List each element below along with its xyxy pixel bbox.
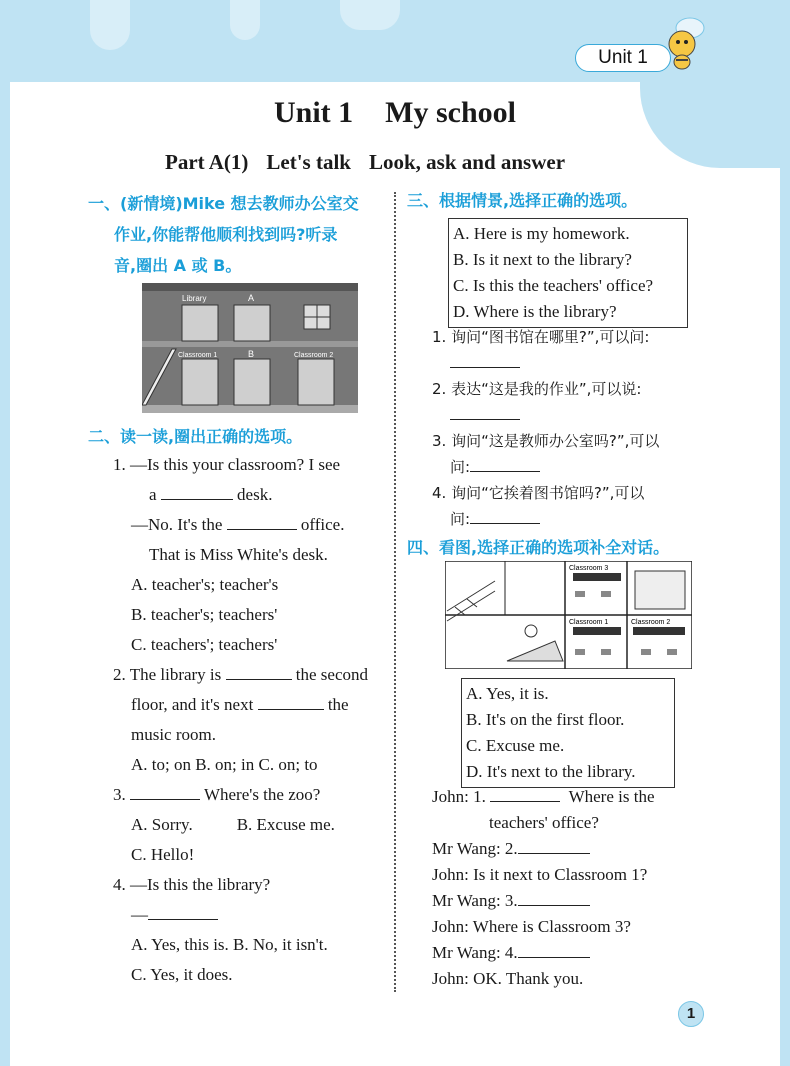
page-number: 1 bbox=[678, 1001, 704, 1027]
q1-option-a[interactable]: A. teacher's; teacher's bbox=[131, 575, 279, 594]
s3-q3-line2: 问: bbox=[432, 454, 659, 480]
section2-questions bbox=[113, 450, 368, 990]
q3-option-a[interactable]: A. Sorry. bbox=[131, 815, 193, 834]
header-decoration bbox=[340, 0, 400, 30]
dialogue-line7: John: OK. Thank you. bbox=[432, 969, 584, 988]
q1-line3: —No. It's the office. bbox=[113, 510, 368, 540]
blank[interactable] bbox=[470, 454, 540, 472]
page-subtitle bbox=[165, 150, 583, 175]
s3-q1: 1. 询问“图书馆在哪里?”,可以问: bbox=[432, 328, 650, 346]
q2-options[interactable]: A. to; on B. on; in C. on; to bbox=[131, 755, 318, 774]
s4-option-a: A. Yes, it is. bbox=[466, 684, 549, 703]
blank[interactable] bbox=[450, 350, 520, 368]
label-b: B bbox=[248, 349, 255, 359]
school-building-picture bbox=[142, 283, 358, 413]
q4-option-c[interactable]: C. Yes, it does. bbox=[131, 965, 233, 984]
blank[interactable] bbox=[148, 902, 218, 920]
school-floor-picture bbox=[445, 561, 692, 669]
section4-options-box bbox=[461, 678, 675, 788]
section2-heading: 二、读一读,圈出正确的选项。 bbox=[88, 427, 303, 446]
bee-mascot-icon bbox=[660, 14, 710, 70]
blank[interactable] bbox=[258, 692, 324, 710]
blank[interactable] bbox=[518, 836, 590, 854]
s3-q3-line1: 3. 询问“这是教师办公室吗?”,可以 bbox=[432, 432, 660, 450]
s3-option-d: D. Where is the library? bbox=[453, 302, 617, 321]
section1-heading bbox=[88, 188, 359, 281]
q1-line2: a desk. bbox=[113, 480, 368, 510]
q3-options-ab bbox=[113, 810, 368, 840]
label-a: A bbox=[248, 293, 255, 303]
q1-line4: That is Miss White's desk. bbox=[149, 545, 328, 564]
header-decoration bbox=[230, 0, 260, 40]
q3-line1: 3. Where's the zoo? bbox=[113, 780, 368, 810]
section1-line1: 一、(新情境)Mike 想去教师办公室交 bbox=[88, 194, 359, 213]
dialogue-line1-cont: teachers' office? bbox=[489, 813, 599, 832]
q2-line3: music room. bbox=[131, 725, 216, 744]
subtitle-part: Part A(1) bbox=[165, 150, 249, 174]
label-classroom2: Classroom 2 bbox=[294, 352, 334, 359]
q3-option-b[interactable]: B. Excuse me. bbox=[236, 815, 335, 834]
dialogue-line2: Mr Wang: 2. bbox=[432, 836, 655, 862]
blank[interactable] bbox=[470, 506, 540, 524]
title-name: My school bbox=[385, 96, 516, 129]
blank[interactable] bbox=[226, 662, 292, 680]
s3-q4-line1: 4. 询问“它挨着图书馆吗?”,可以 bbox=[432, 484, 645, 502]
unit-tab: Unit 1 bbox=[575, 44, 671, 72]
s3-option-b: B. Is it next to the library? bbox=[453, 250, 632, 269]
s3-q2: 2. 表达“这是我的作业”,可以说: bbox=[432, 380, 642, 398]
section4-heading: 四、看图,选择正确的选项补全对话。 bbox=[407, 538, 670, 557]
column-divider bbox=[394, 192, 396, 992]
q4-line1: 4. —Is this the library? bbox=[113, 875, 271, 894]
label-classroom1: Classroom 1 bbox=[569, 619, 609, 626]
s4-option-d: D. It's next to the library. bbox=[466, 762, 636, 781]
subtitle-talk: Let's talk bbox=[266, 150, 351, 174]
blank[interactable] bbox=[490, 784, 560, 802]
page-title bbox=[0, 96, 790, 130]
dialogue-line3: John: Is it next to Classroom 1? bbox=[432, 865, 648, 884]
q1-line1: 1. —Is this your classroom? I see bbox=[113, 455, 341, 474]
s4-option-c: C. Excuse me. bbox=[466, 736, 565, 755]
q2-line2: floor, and it's next the bbox=[113, 690, 368, 720]
blank[interactable] bbox=[518, 940, 590, 958]
s3-q4-line2: 问: bbox=[432, 506, 659, 532]
q1-option-c[interactable]: C. teachers'; teachers' bbox=[131, 635, 278, 654]
s4-option-b: B. It's on the first floor. bbox=[466, 710, 625, 729]
q4-line2: — bbox=[113, 900, 368, 930]
section4-dialogue bbox=[432, 784, 655, 992]
blank[interactable] bbox=[450, 402, 520, 420]
dialogue-line6: Mr Wang: 4. bbox=[432, 940, 655, 966]
section3-questions bbox=[432, 324, 659, 532]
blank[interactable] bbox=[518, 888, 590, 906]
label-classroom2: Classroom 2 bbox=[631, 619, 671, 626]
section3-heading: 三、根据情景,选择正确的选项。 bbox=[407, 191, 638, 210]
blank[interactable] bbox=[227, 512, 297, 530]
s3-option-c: C. Is this the teachers' office? bbox=[453, 276, 654, 295]
section1-line2: 作业,你能帮他顺利找到吗?听录 bbox=[114, 225, 338, 244]
dialogue-line1: John: 1. Where is the bbox=[432, 784, 655, 810]
dialogue-line5: John: Where is Classroom 3? bbox=[432, 917, 631, 936]
title-unit: Unit 1 bbox=[273, 96, 354, 129]
q4-options-ab[interactable]: A. Yes, this is. B. No, it isn't. bbox=[131, 935, 328, 954]
header-decoration bbox=[90, 0, 130, 50]
subtitle-look: Look, ask and answer bbox=[368, 150, 566, 174]
blank[interactable] bbox=[161, 482, 233, 500]
section1-line3: 音,圈出 A 或 B。 bbox=[114, 256, 242, 275]
s3-option-a: A. Here is my homework. bbox=[453, 224, 630, 243]
q3-option-c[interactable]: C. Hello! bbox=[131, 845, 195, 864]
q2-line1: 2. The library is the second bbox=[113, 660, 368, 690]
blank[interactable] bbox=[130, 782, 200, 800]
label-classroom3: Classroom 3 bbox=[569, 565, 609, 572]
label-library: Library bbox=[182, 294, 207, 303]
q1-option-b[interactable]: B. teacher's; teachers' bbox=[131, 605, 278, 624]
section3-options-box bbox=[448, 218, 688, 328]
dialogue-line4: Mr Wang: 3. bbox=[432, 888, 655, 914]
label-classroom1: Classroom 1 bbox=[178, 352, 218, 359]
